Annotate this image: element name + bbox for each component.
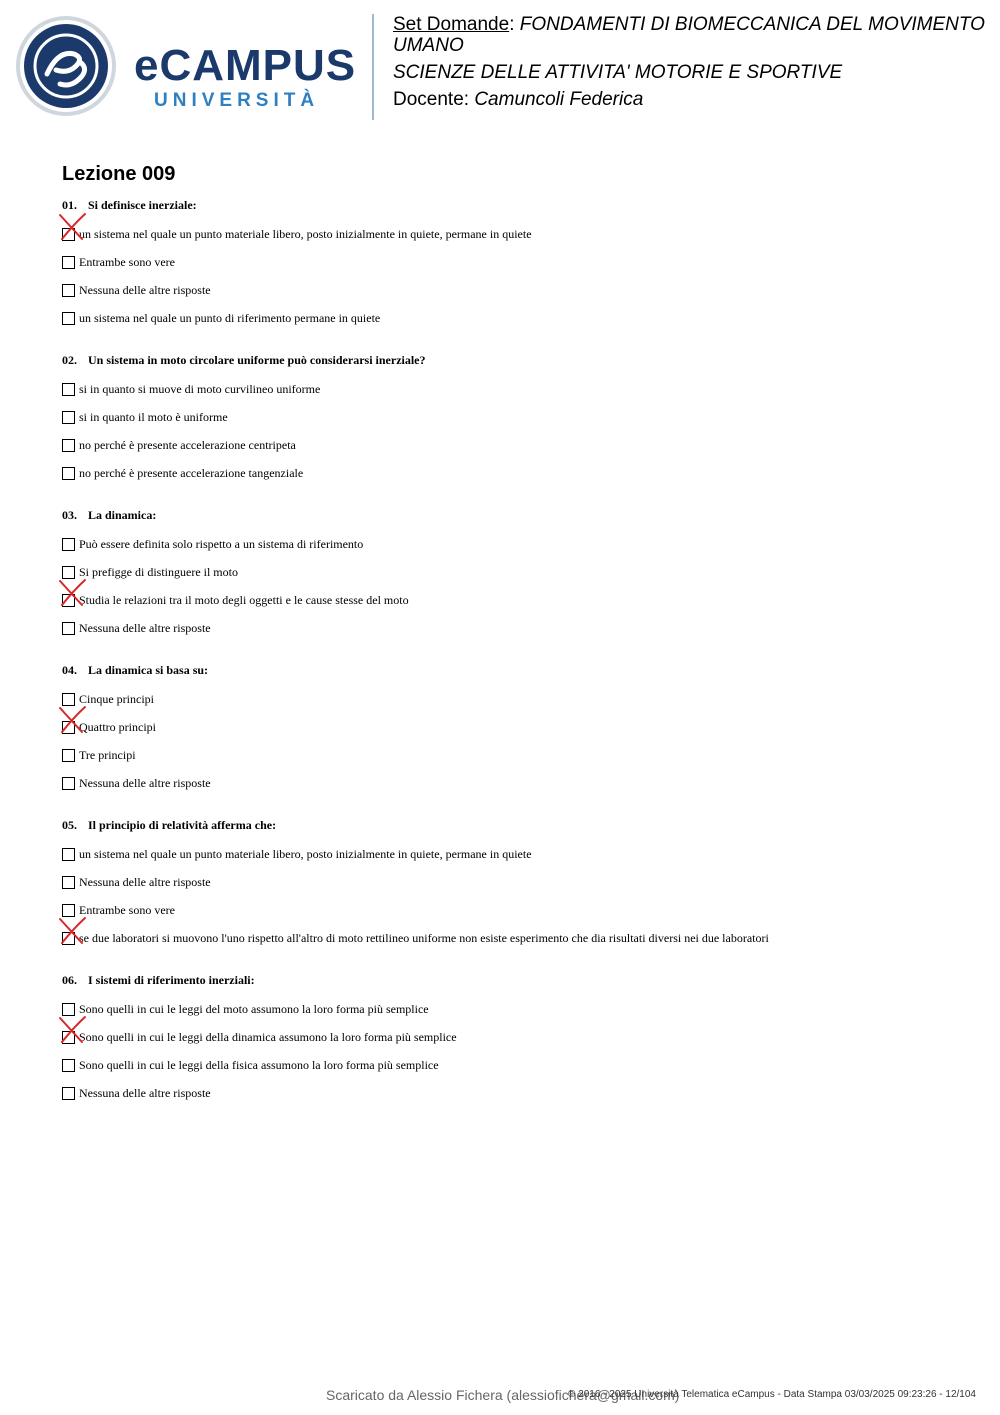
logo-wordmark: eCAMPUS [134,41,357,90]
answer-checkbox[interactable] [62,904,75,917]
answer-option[interactable] [62,713,982,741]
course-name: SCIENZE DELLE ATTIVITA' MOTORIE E SPORTIVE [393,62,843,83]
answer-text: Sono quelli in cui le leggi del moto assumono la loro forma più semplice [79,1001,429,1016]
answer-option[interactable] [62,403,982,431]
answer-text: Studia le relazioni tra il moto degli oggetti e le cause stesse del moto [79,592,409,607]
answer-option[interactable] [62,741,982,769]
answer-option[interactable] [62,530,982,558]
answer-text: Entrambe sono vere [79,902,175,917]
answer-option[interactable] [62,896,982,924]
question-text [62,506,982,524]
question-number: 01. [62,198,77,212]
logo-subtitle: UNIVERSITÀ [154,90,320,111]
answer-option[interactable] [62,276,982,304]
answer-checkbox[interactable] [62,932,75,945]
answer-checkbox[interactable] [62,693,75,706]
question-number: 03. [62,508,77,522]
question-label: I sistemi di riferimento inerziali: [88,973,255,987]
answer-text: Nessuna delle altre risposte [79,282,211,297]
answer-option[interactable] [62,685,982,713]
answer-checkbox[interactable] [62,228,75,241]
answer-text: si in quanto il moto è uniforme [79,409,228,424]
answer-text: no perché è presente accelerazione tangenziale [79,465,304,480]
question-label: Un sistema in moto circolare uniforme può considerarsi inerziale? [88,353,426,367]
ecampus-emblem-icon [14,14,118,118]
answer-checkbox[interactable] [62,1031,75,1044]
set-title: FONDAMENTI DI BIOMECCANICA DEL MOVIMENTO UMANO [393,14,985,56]
answer-text: Sono quelli in cui le leggi della fisica assumono la loro forma più semplice [79,1057,439,1072]
answer-option[interactable] [62,248,982,276]
answer-text: Nessuna delle altre risposte [79,775,211,790]
teacher-name: Camuncoli Federica [474,89,644,110]
answer-option[interactable] [62,868,982,896]
answer-text: Quattro principi [79,719,156,734]
answer-text: Entrambe sono vere [79,254,175,269]
download-watermark: Scaricato da Alessio Fichera (alessiofichera@gmail.com) [326,1387,680,1403]
answer-text: Nessuna delle altre risposte [79,1085,211,1100]
question-list [62,196,982,1126]
answer-checkbox[interactable] [62,566,75,579]
page-footer [0,1385,1000,1405]
answer-checkbox[interactable] [62,777,75,790]
answer-option[interactable] [62,995,982,1023]
document-header [393,14,993,116]
answer-text: Sono quelli in cui le leggi della dinamica assumono la loro forma più semplice [79,1029,457,1044]
answer-checkbox[interactable] [62,594,75,607]
answer-text: Si prefigge di distinguere il moto [79,564,238,579]
question-text [62,661,982,679]
question-number: 05. [62,818,77,832]
answer-checkbox[interactable] [62,284,75,297]
copyright-text: © 2016 - 2025 Università Telematica eCampus - Data Stampa 03/03/2025 09:23:26 - 12/104 [568,1389,976,1400]
answer-option[interactable] [62,769,982,797]
answer-option[interactable] [62,924,982,952]
course-line [393,62,993,83]
answer-text: Può essere definita solo rispetto a un sistema di riferimento [79,536,364,551]
question-block [62,506,982,642]
question-number: 02. [62,353,77,367]
answer-checkbox[interactable] [62,312,75,325]
answer-text: Nessuna delle altre risposte [79,874,211,889]
answer-option[interactable] [62,586,982,614]
question-label: La dinamica: [88,508,157,522]
answer-checkbox[interactable] [62,538,75,551]
answer-option[interactable] [62,1051,982,1079]
answer-checkbox[interactable] [62,1003,75,1016]
answer-option[interactable] [62,558,982,586]
set-label: Set Domande [393,14,510,35]
answer-checkbox[interactable] [62,256,75,269]
answer-checkbox[interactable] [62,848,75,861]
lesson-title: Lezione 009 [62,163,176,185]
header-divider [372,14,374,120]
answer-checkbox[interactable] [62,876,75,889]
question-block [62,196,982,332]
answer-option[interactable] [62,375,982,403]
question-number: 04. [62,663,77,677]
answer-checkbox[interactable] [62,439,75,452]
answer-option[interactable] [62,431,982,459]
question-block [62,661,982,797]
answer-option[interactable] [62,614,982,642]
answer-text: un sistema nel quale un punto materiale libero, posto inizialmente in quiete, permane in quiete [79,226,532,241]
answer-text: si in quanto si muove di moto curvilineo uniforme [79,381,321,396]
question-text [62,816,982,834]
question-number: 06. [62,973,77,987]
answer-checkbox[interactable] [62,1087,75,1100]
answer-checkbox[interactable] [62,411,75,424]
question-label: La dinamica si basa su: [88,663,209,677]
answer-option[interactable] [62,220,982,248]
teacher-line [393,89,993,110]
answer-text: Cinque principi [79,691,154,706]
answer-checkbox[interactable] [62,1059,75,1072]
question-label: Si definisce inerziale: [88,198,197,212]
answer-option[interactable] [62,304,982,332]
answer-checkbox[interactable] [62,721,75,734]
answer-text: un sistema nel quale un punto di riferimento permane in quiete [79,310,381,325]
university-logo [14,14,359,118]
answer-option[interactable] [62,1023,982,1051]
answer-option[interactable] [62,1079,982,1107]
question-block [62,971,982,1107]
question-label: Il principio di relatività afferma che: [88,818,277,832]
question-text [62,196,982,214]
answer-checkbox[interactable] [62,467,75,480]
set-title-line: Set Domande: FONDAMENTI DI BIOMECCANICA DEL MOVIMENTO UMANO [393,14,985,56]
answer-text: Tre principi [79,747,136,762]
answer-text: un sistema nel quale un punto materiale libero, posto inizialmente in quiete, permane in quiete [79,846,532,861]
answer-text: se due laboratori si muovono l'uno rispetto all'altro di moto rettilineo uniforme non esiste esperimento che dia risultati diversi nei due laboratori [79,930,769,945]
answer-text: no perché è presente accelerazione centripeta [79,437,296,452]
answer-option[interactable] [62,840,982,868]
teacher-label: Docente: [393,89,470,110]
answer-option[interactable] [62,459,982,487]
question-block [62,816,982,952]
question-text [62,351,982,369]
answer-checkbox[interactable] [62,622,75,635]
answer-text: Nessuna delle altre risposte [79,620,211,635]
question-text [62,971,982,989]
answer-checkbox[interactable] [62,749,75,762]
question-block [62,351,982,487]
answer-checkbox[interactable] [62,383,75,396]
